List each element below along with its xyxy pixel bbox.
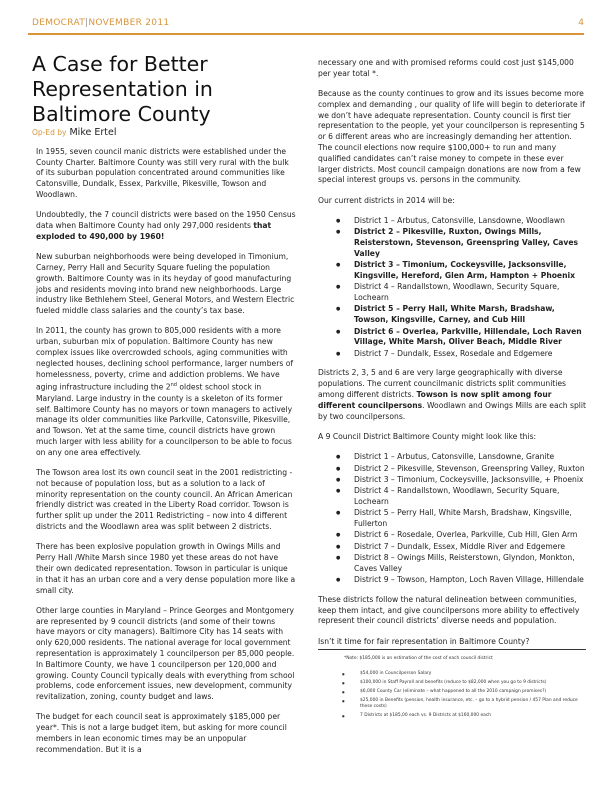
list-item: ● District 9 – Towson, Hampton, Loch Raven Village, Hillendale: [354, 575, 586, 586]
text-run: . Woodlawn and Owings Mills are each split by two councilpersons.: [318, 400, 587, 421]
list-item: ● District 2 – Pikesville, Stevenson, Greenspring Valley, Ruxton: [354, 464, 586, 475]
current-districts-list: [318, 216, 586, 359]
notes-heading: *Note: $185,000 is an estimation of the cost of each council district: [344, 656, 493, 662]
right-column: [318, 58, 586, 722]
text-run: In 2011, the county has grown to 805,000 residents with a more urban, suburban mix of population. Baltimore County has new complex issues like overcrowded schools, aging communities with neglected houses, declining school performance, larger numbers of homelessness, poverty, crime and addiction problems. We have aging infrastructure including the 2: [36, 326, 294, 392]
district-text: District 7 – Dundalk, Essex, Rosedale and Edgemere: [354, 348, 553, 358]
text-run: necessary one and with promised reforms could cost just $145,000 per year total *.: [318, 58, 574, 78]
note-item: ● $100,000 in Staff Payroll and benefits (reduce to $82,000 when you go to 9 districts): [360, 680, 586, 686]
district-text: District 5 – Perry Hall, White Marsh, Bradshaw, Towson, Kingsville, Carney, and Cub Hill: [354, 304, 555, 325]
list-item: ● District 6 – Rosedale, Overlea, Parkville, Cub Hill, Glen Arm: [354, 530, 586, 541]
paragraph: [318, 58, 586, 80]
byline: [32, 128, 296, 139]
article-title: A Case for Better Representation in Baltimore County: [32, 52, 213, 126]
text-run: Districts 2, 3, 5 and 6 are very large geographically with diverse populations. The current councilmanic districts split communities among different districts.: [318, 368, 567, 400]
paragraph: [36, 468, 296, 533]
list-item: [354, 349, 586, 360]
text-run: nd: [170, 382, 177, 389]
author-name: Mike Ertel: [69, 127, 117, 138]
proposed-districts-list: [318, 452, 586, 586]
publication-name: DEMOCRAT: [32, 18, 85, 28]
district-text: District 2 – Pikesville, Ruxton, Owings Mills, Reisterstown, Stevenson, Greenspring Valley, Caves Valley: [354, 227, 579, 258]
text-run: Towson is now split among four different councilpersons: [318, 390, 552, 410]
header-publication: [32, 18, 169, 28]
paragraph: [36, 712, 296, 755]
paragraph: [318, 196, 586, 207]
paragraph: [36, 542, 296, 596]
district-text: District 3 – Timonium, Cockeysville, Jacksonsville, Kingsville, Hereford, Glen Arm, Hampton + Phoenix: [354, 260, 575, 281]
list-item: ● District 7 – Dundalk, Essex, Middle River and Edgemere: [354, 542, 586, 553]
list-item: ● District 3 – Timonium, Cockeysville, Jacksonsville, + Phoenix: [354, 475, 586, 486]
text-run: A 9 Council District Baltimore County might look like this:: [318, 431, 537, 441]
header-rule: [28, 33, 584, 35]
closing-paragraph: These districts follow the natural delineation between communities, keep them intact, and give councilpersons more ability to effectively represent their council districts’ diverse needs and population.: [318, 594, 580, 626]
district-text: District 6 – Overlea, Parkville, Hillendale, Loch Raven Village, White Marsh, Oliver Beach, Middle River: [354, 326, 582, 347]
list-item: [354, 216, 586, 227]
header-separator: |: [85, 18, 89, 28]
cost-notes: [318, 656, 586, 719]
text-run: Other large counties in Maryland – Prince Georges and Montgomery are represented by 9 council districts (and some of their towns have mayors or city managers). Baltimore City has 14 seats with only 620,000 residents. The national average for local government representation is approximately 1 councilperson per 85,000 people. In Baltimore County, we have 1 councilperson per 120,000 and growing. County Council typically deals with everything from school problems, code enforcement issues, new development, community revitalization, zoning, county budget and laws.: [36, 605, 295, 702]
text-run: that exploded to 490,000 by 1960!: [36, 221, 272, 241]
note-item: ● $25,000 in Benefits (pension, health insurance, etc. – go to a hybrid pension / 457 Plan and reduce these costs): [360, 698, 586, 711]
left-body: [32, 147, 296, 756]
paragraph: [36, 252, 296, 317]
note-item: ● $54,000 in Councilperson Salary: [360, 671, 586, 677]
note-item: ● $6,000 County Car (eliminate – what happened to all the 2010 campaign promises?): [360, 689, 586, 695]
list-item: ● District 8 – Owings Mills, Reisterstown, Glyndon, Monkton, Caves Valley: [354, 553, 586, 575]
page-header: [28, 18, 584, 32]
note-item: ● 7 Districts at $185,00 each vs. 9 Districts at $160,000 each: [360, 713, 586, 719]
list-item: ● District 1 – Arbutus, Catonsville, Lansdowne, Granite: [354, 452, 586, 463]
list-item: [354, 327, 586, 349]
left-column: [32, 52, 296, 765]
paragraph: [36, 147, 296, 201]
text-run: oldest school stock in Maryland. Large industry in the county is a skeleton of its former self. Baltimore County has no mayors or town managers to actively manage its older communities like Parkville, Catonsville, Pikesville, and Towson. Yet at the same time, council districts have grown much larger with less ability for a councilperson to be able to focus on any one area effectively.: [36, 382, 293, 457]
right-intro: [318, 58, 586, 207]
paragraph: [36, 326, 296, 458]
paragraph: [36, 606, 296, 703]
list-item: ● District 4 – Randallstown, Woodlawn, Security Square, Lochearn: [354, 486, 586, 508]
paragraph: [318, 432, 586, 443]
district-text: District 4 – Randallstown, Woodlawn, Security Square, Lochearn: [354, 282, 560, 303]
right-middle: [318, 368, 586, 442]
text-run: The Towson area lost its own council seat in the 2001 redistricting - not because of population loss, but as a solution to a lack of minority representation on the county council. An African American friendly district was created in the Liberty Road corridor. Towson is further split up under the 2011 Redistricting – now into 4 different districts and the Woodlawn area was split between 2 districts.: [36, 468, 293, 532]
text-run: In 1955, seven council manic districts were established under the County Charter. Baltimore County was still very rural with the bulk of its suburban population concentrated around communities like Catonsville, Dundalk, Essex, Parkville, Pikesville, Towson and Woodlawn.: [36, 146, 289, 199]
page-number: 4: [578, 18, 584, 28]
issue-date: NOVEMBER 2011: [88, 18, 170, 28]
paragraph: [318, 368, 586, 422]
text-run: Undoubtedly, the 7 council districts were based on the 1950 Census data when Baltimore County had only 297,000 residents: [36, 210, 296, 231]
text-run: There has been explosive population growth in Owings Mills and Perry Hall /White Marsh since 1980 yet these areas do not have their own dedicated representation. Towson in particular is unique in that it has an urban core and a very dense population more like a small city.: [36, 542, 296, 595]
list-item: [354, 282, 586, 304]
byline-prefix: Op-Ed by: [32, 128, 67, 137]
closing-question: Isn’t it time for fair representation in Baltimore County?: [318, 637, 586, 651]
paragraph: [36, 210, 296, 242]
text-run: Because as the county continues to grow and its issues become more complex and demanding , our quality of life will begin to deteriorate if we don’t have adequate representation. County council is first tier representation to the people, yet your councilperson is representing 5 or 6 different areas who are increasingly demanding her attention. The council elections now require $100,000+ to run and many qualified candidates can’t raise money to compete in these ever larger districts. Most council campaign donations are now from a few special interest groups vs. persons in the community.: [318, 89, 585, 185]
text-run: New suburban neighborhoods were being developed in Timonium, Carney, Perry Hall and Security Square fueling the population growth. Baltimore County was in its heyday of good manufacturing jobs and residents moving into brand new neighborhoods. Large industry like Bethlehem Steel, General Motors, and Western Electric fueled middle class salaries and the county’s tax base.: [36, 252, 295, 316]
list-item: [354, 260, 586, 282]
list-item: [354, 227, 586, 259]
list-item: [354, 304, 586, 326]
list-item: ● District 5 – Perry Hall, White Marsh, Bradshaw, Kingsville, Fullerton: [354, 508, 586, 530]
text-run: Our current districts in 2014 will be:: [318, 195, 455, 205]
notes-list: [318, 671, 586, 719]
text-run: The budget for each council seat is approximately $185,000 per year*. This is not a large budget item, but asking for more council members in lean economic times may be an unpopular recommendation. But it is a: [36, 712, 287, 754]
district-text: District 1 – Arbutus, Catonsville, Lansdowne, Woodlawn: [354, 216, 565, 226]
paragraph: [318, 89, 586, 186]
